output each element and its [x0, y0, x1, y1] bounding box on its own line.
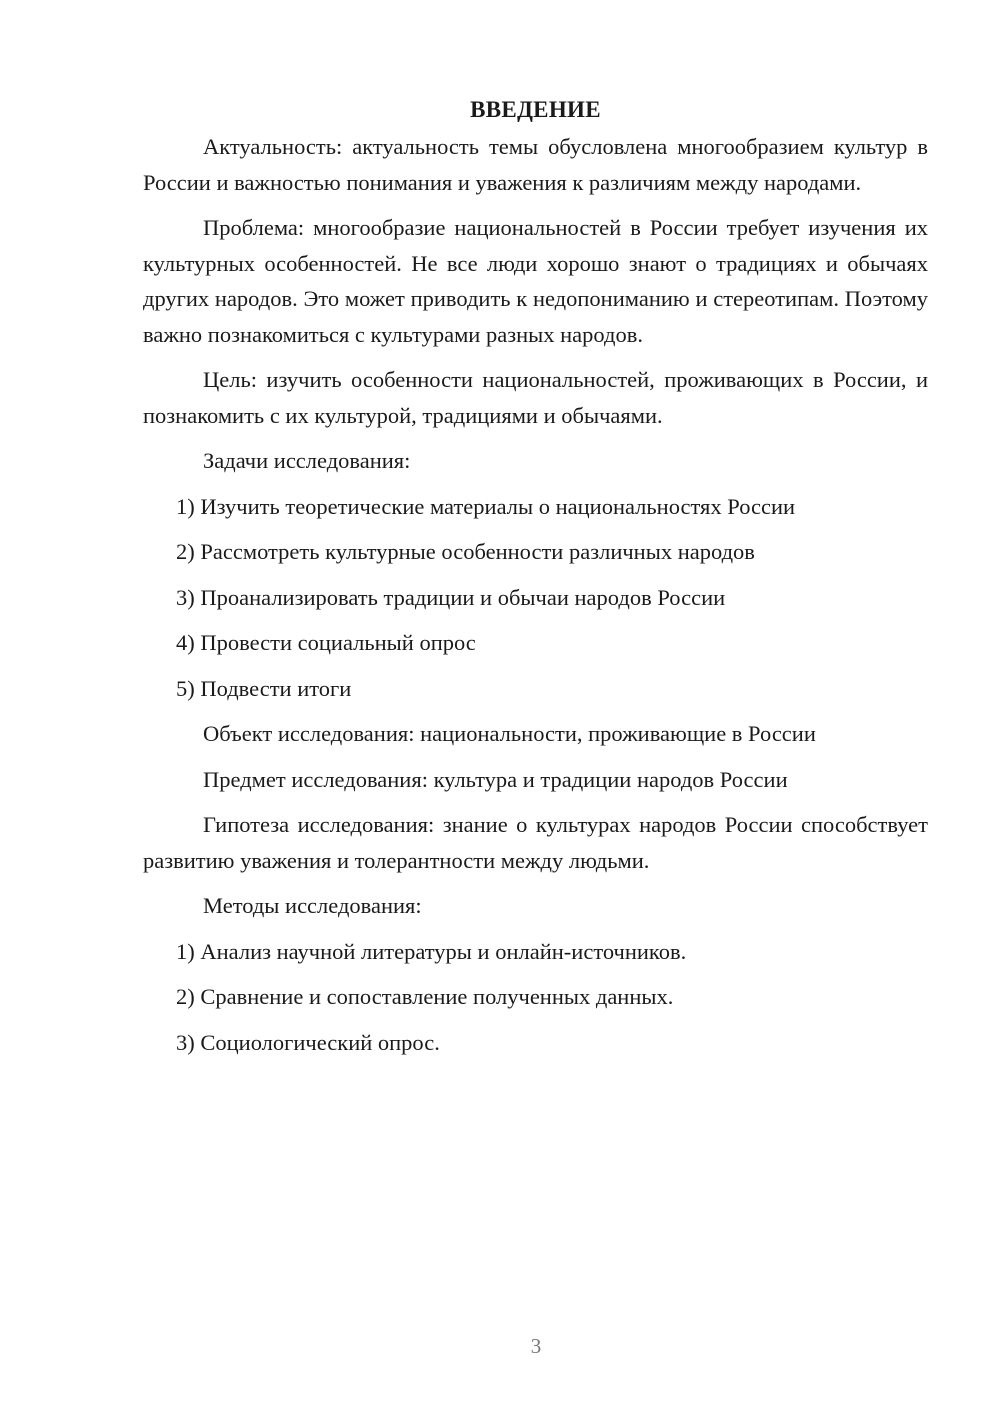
- list-item: 2) Рассмотреть культурные особенности различных народов: [176, 539, 755, 564]
- problem-paragraph: Проблема: многообразие национальностей в России требует изучения их культурных особенностей. Не все люди хорошо знают о традициях и обычаях других народов. Это может приводить к недопониманию и стереотипам. Поэтому важно познакомиться с культурами разных народов.: [143, 215, 928, 347]
- object-paragraph: Объект исследования: национальности, проживающие в России: [203, 721, 816, 746]
- list-item: 5) Подвести итоги: [176, 675, 352, 701]
- relevance-paragraph: Актуальность: актуальность темы обусловлена многообразием культур в России и важностью понимания и уважения к различиям между народами.: [143, 134, 928, 195]
- page-title: ВВЕДЕНИЕ: [470, 97, 601, 122]
- page-number: 3: [530, 1334, 542, 1358]
- list-item: 1) Изучить теоретические материалы о национальностях России: [176, 493, 796, 519]
- hypothesis-paragraph: Гипотеза исследования: знание о культурах народов России способствует развитию уважения и толерантности между людьми.: [143, 812, 928, 873]
- tasks-list: [143, 489, 928, 707]
- list-item: 3) Социологический опрос.: [176, 1029, 440, 1055]
- list-item: 2) Сравнение и сопоставление полученных данных.: [176, 984, 674, 1009]
- goal-paragraph: Цель: изучить особенности национальностей, проживающих в России, и познакомить с их культурой, традициями и обычаями.: [143, 367, 928, 428]
- list-item: 1) Анализ научной литературы и онлайн-источников.: [176, 938, 687, 964]
- page-content: [143, 95, 928, 1070]
- tasks-heading: Задачи исследования:: [203, 448, 411, 473]
- list-item: 4) Провести социальный опрос: [176, 630, 476, 655]
- methods-list: [143, 934, 928, 1061]
- subject-paragraph: Предмет исследования: культура и традиции народов России: [203, 766, 788, 792]
- list-item: 3) Проанализировать традиции и обычаи народов России: [176, 584, 726, 610]
- methods-heading: Методы исследования:: [203, 893, 422, 918]
